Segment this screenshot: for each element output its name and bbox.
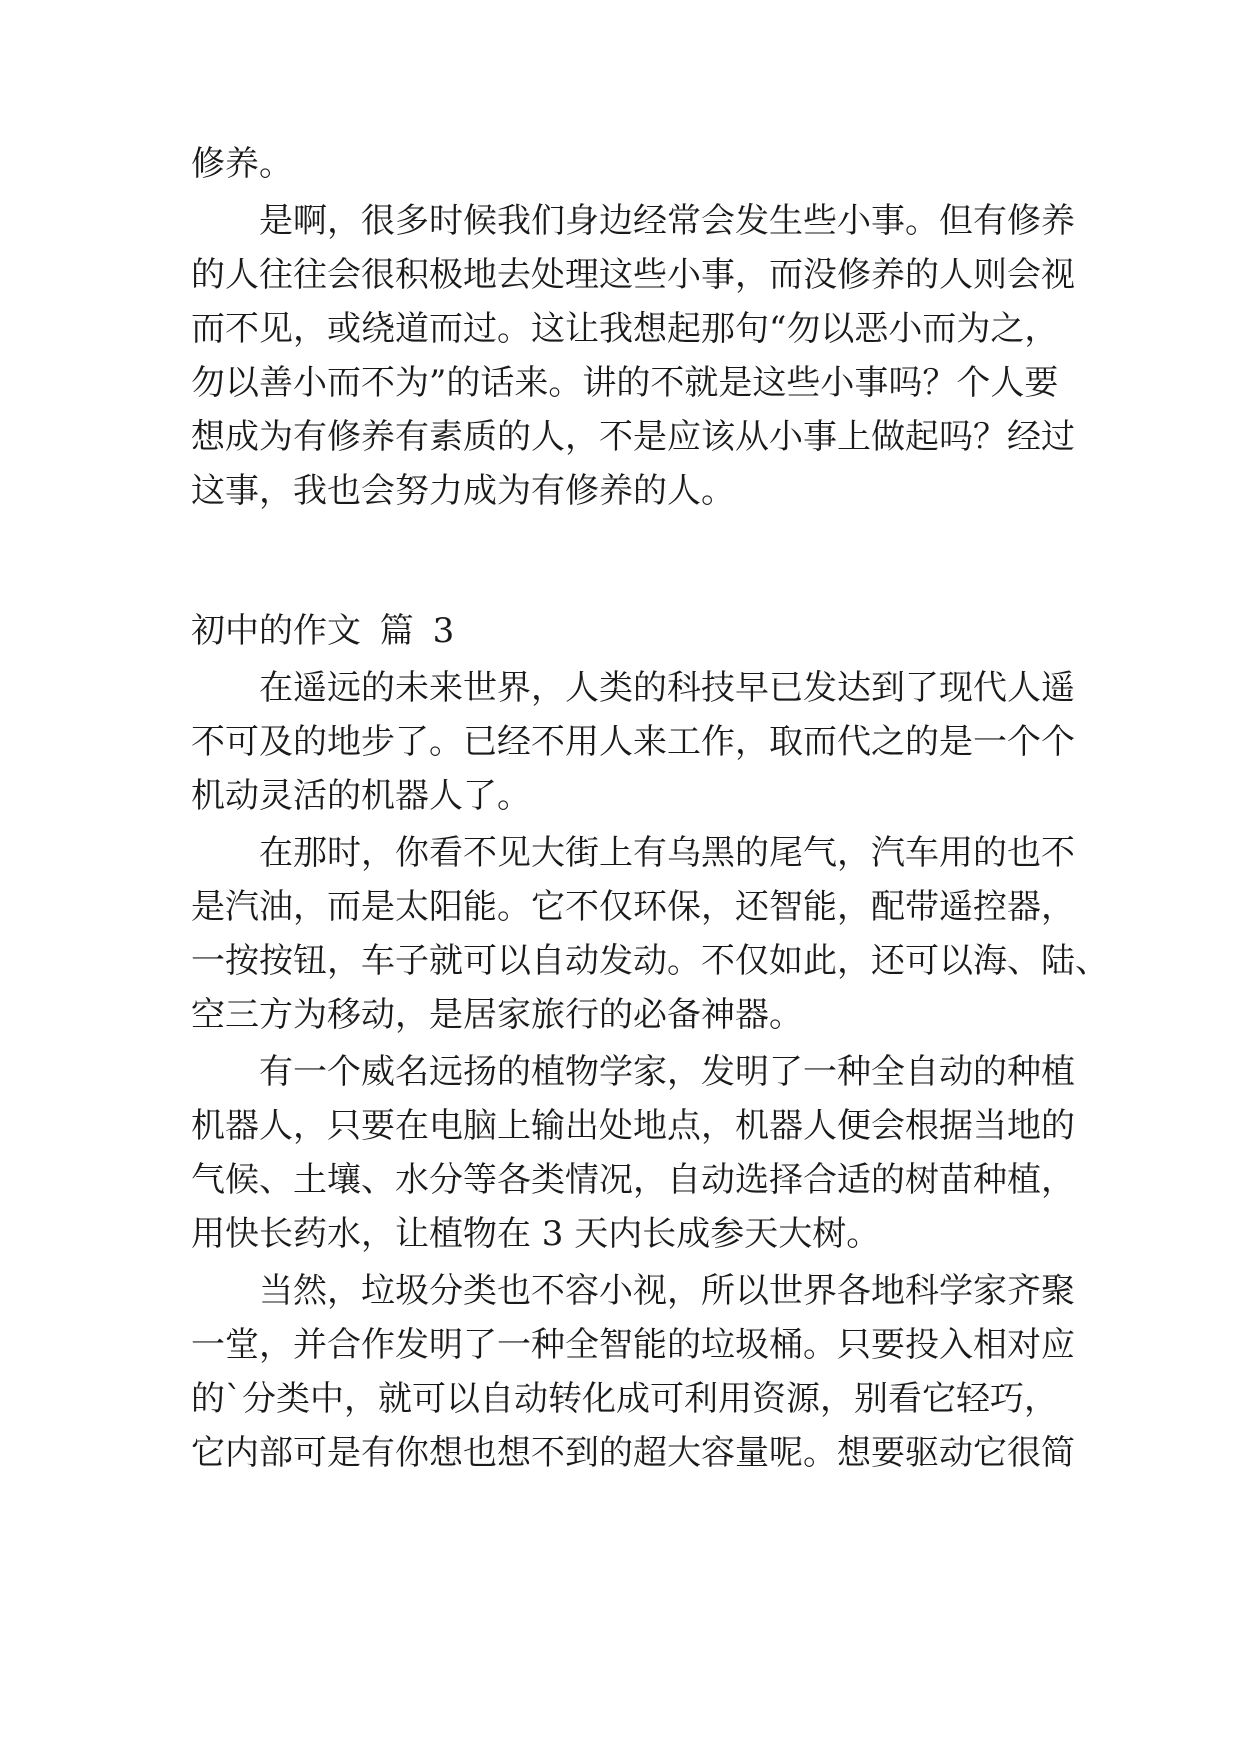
paragraph-first-line: 在那时，你看不见大街上有乌黑的尾气，汽车用的也不 <box>259 833 1075 873</box>
paragraph-first-line: 当然，垃圾分类也不容小视，所以世界各地科学家齐聚 <box>259 1271 1075 1311</box>
text-line: 空三方为移动，是居家旅行的必备神器。 <box>191 995 803 1035</box>
text-line: 一按按钮，车子就可以自动发动。不仅如此，还可以海、陆、 <box>191 941 1109 981</box>
paragraph-first-line: 有一个威名远扬的植物学家，发明了一种全自动的种植 <box>259 1052 1075 1092</box>
text-line: 的人往往会很积极地去处理这些小事，而没修养的人则会视 <box>191 255 1075 295</box>
text-line: 这事，我也会努力成为有修养的人。 <box>191 471 735 511</box>
text-line: 它内部可是有你想也想不到的超大容量呢。想要驱动它很简 <box>191 1433 1075 1473</box>
text-line: 勿以善小而不为”的话来。讲的不就是这些小事吗？个人要 <box>191 363 1059 403</box>
text-line: 而不见，或绕道而过。这让我想起那句“勿以恶小而为之， <box>191 309 1059 349</box>
text-line: 气候、土壤、水分等各类情况，自动选择合适的树苗种植， <box>191 1160 1075 1200</box>
text-line: 用快长药水，让植物在 3 天内长成参天大树。 <box>191 1214 881 1254</box>
text-line: 想成为有修养有素质的人，不是应该从小事上做起吗？经过 <box>191 417 1075 457</box>
paragraph-first-line: 是啊，很多时候我们身边经常会发生些小事。但有修养 <box>259 201 1075 241</box>
text-line: 是汽油，而是太阳能。它不仅环保，还智能，配带遥控器， <box>191 887 1075 927</box>
section-heading: 初中的作文 篇 3 <box>191 611 455 651</box>
text-line: 的`分类中，就可以自动转化成可利用资源，别看它轻巧， <box>191 1379 1058 1419</box>
text-line: 不可及的地步了。已经不用人来工作，取而代之的是一个个 <box>191 722 1075 762</box>
paragraph-first-line: 在遥远的未来世界，人类的科技早已发达到了现代人遥 <box>259 668 1075 708</box>
text-line: 一堂，并合作发明了一种全智能的垃圾桶。只要投入相对应 <box>191 1325 1075 1365</box>
text-line: 机器人，只要在电脑上输出处地点，机器人便会根据当地的 <box>191 1106 1075 1146</box>
text-line: 修养。 <box>191 144 293 184</box>
text-line: 机动灵活的机器人了。 <box>191 776 531 816</box>
